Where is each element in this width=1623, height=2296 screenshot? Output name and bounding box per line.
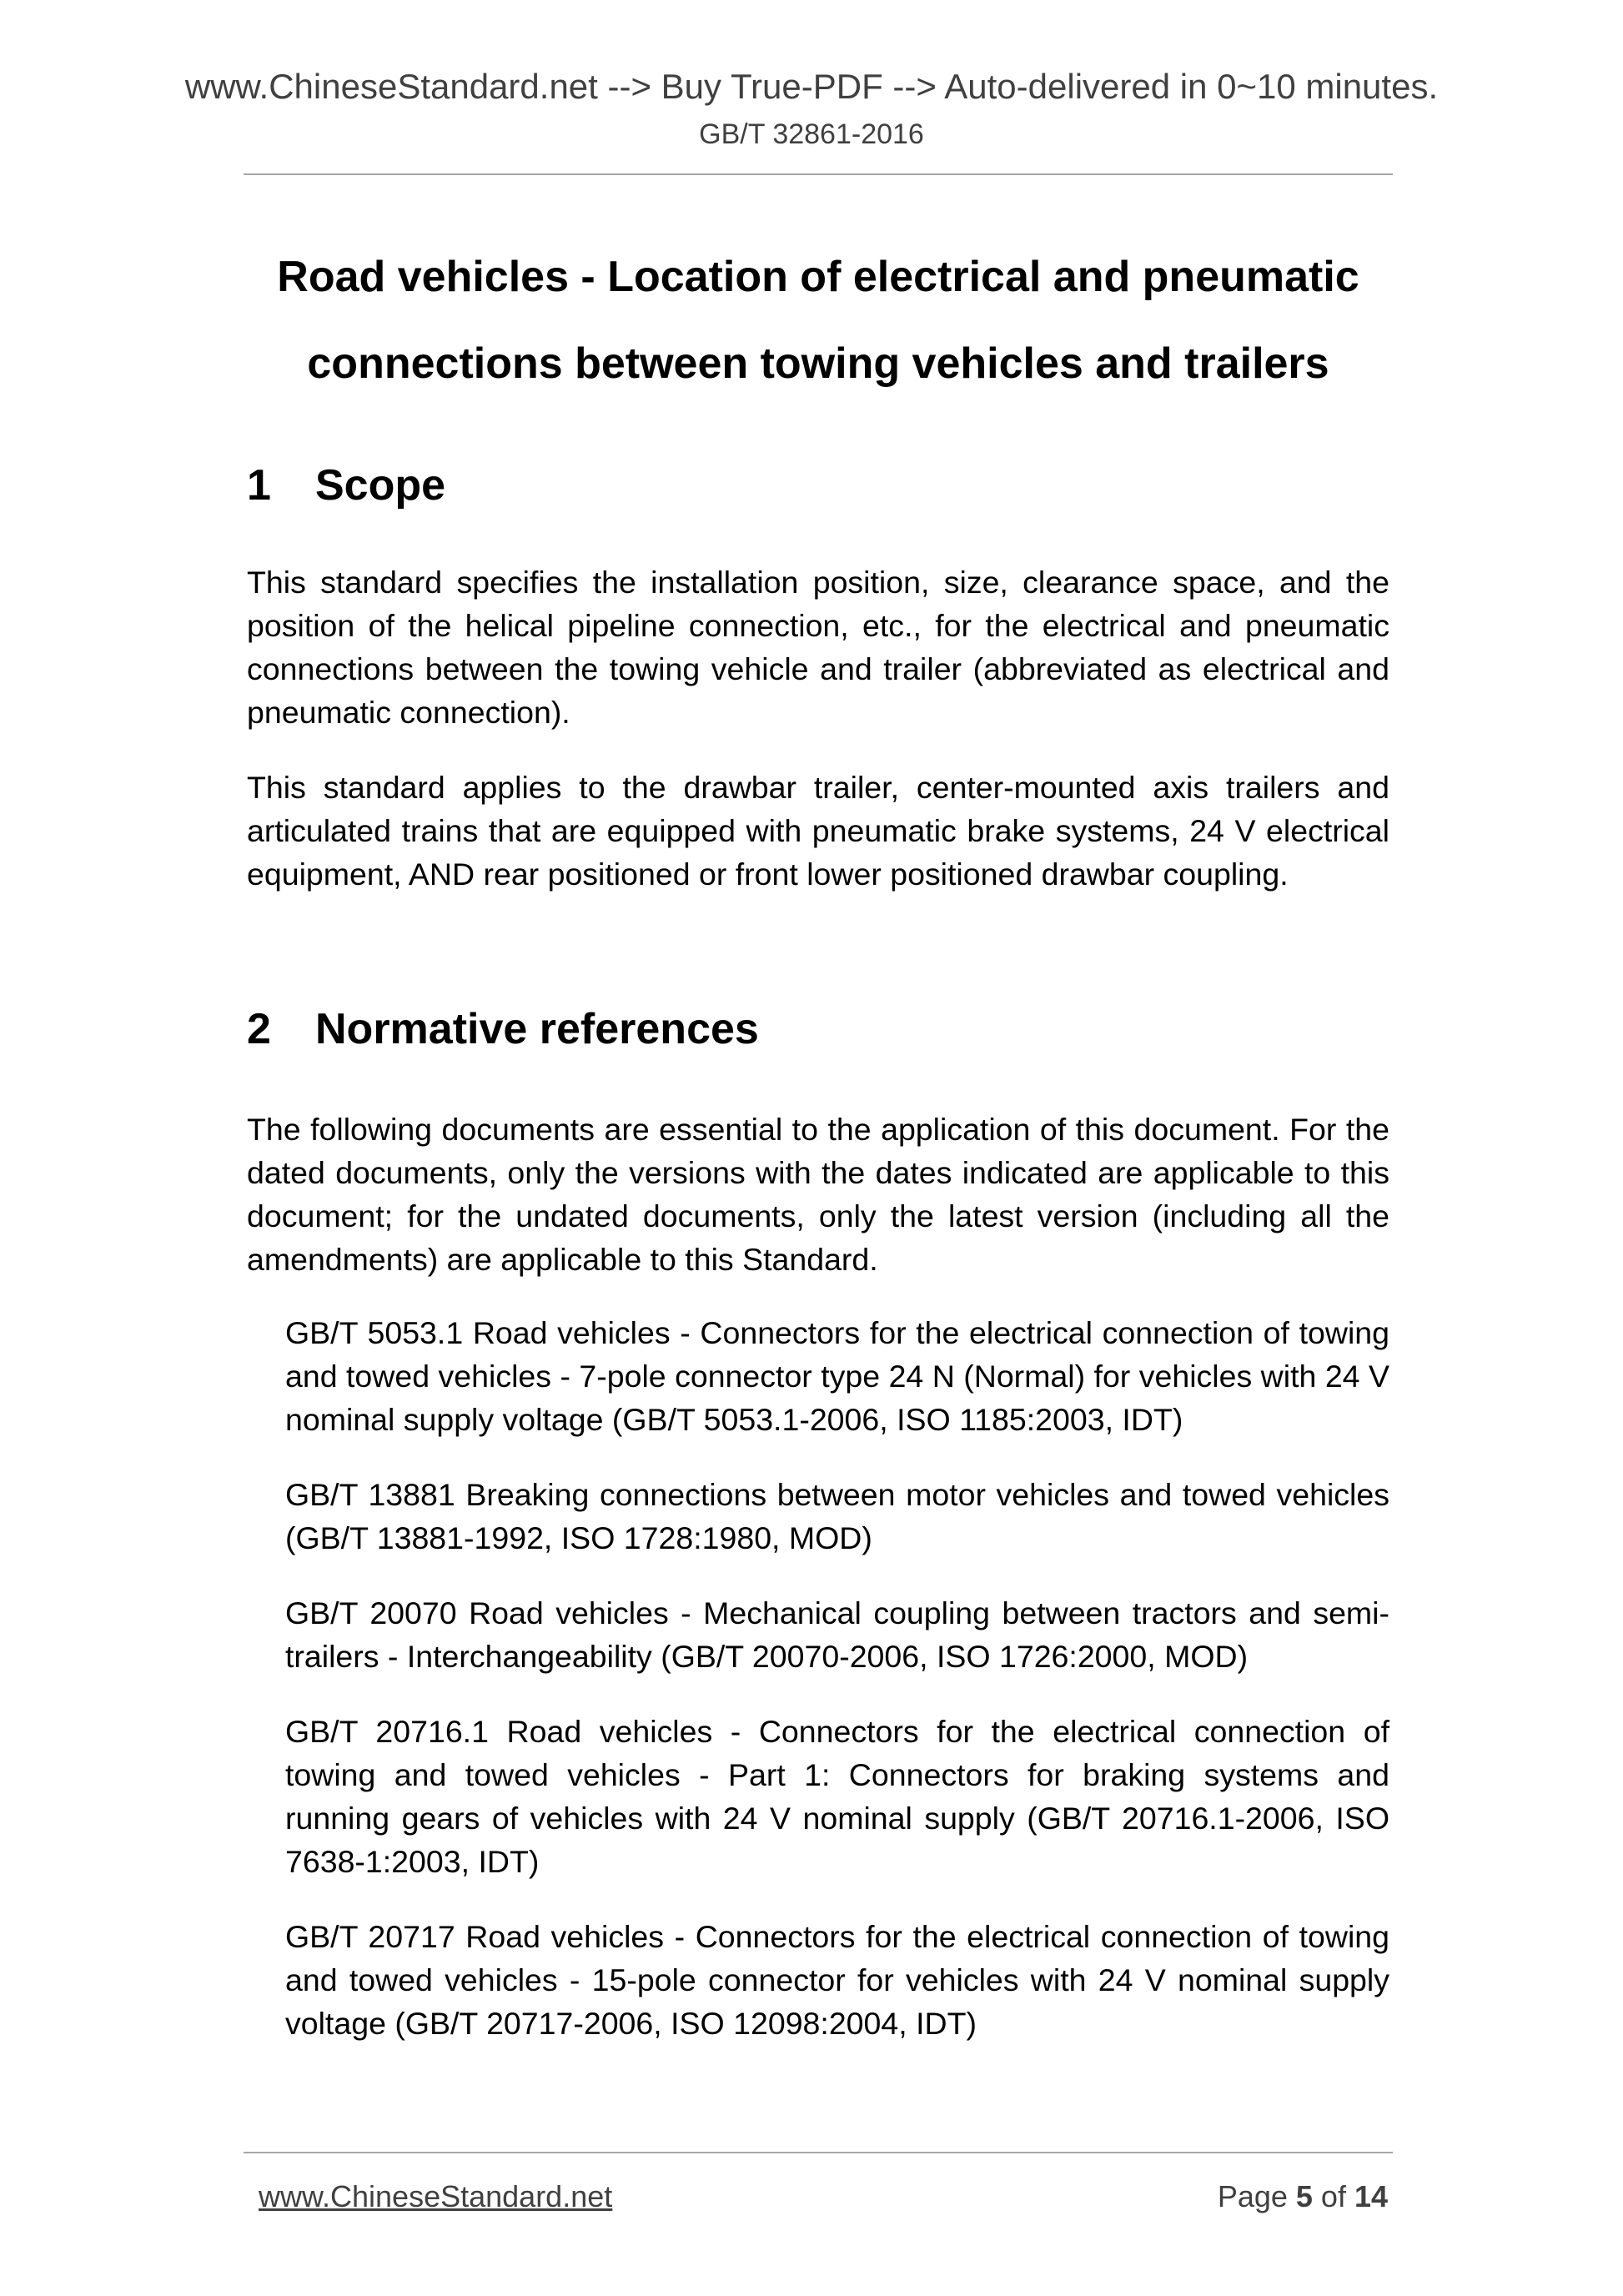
document-title (244, 234, 1393, 407)
section-number: 2 (247, 1005, 271, 1053)
section-title: Normative references (315, 1005, 759, 1053)
header-divider (244, 173, 1393, 175)
title-line-1: Road vehicles - Location of electrical and pneumatic (277, 253, 1359, 301)
section-title: Scope (315, 461, 446, 510)
reference-item: GB/T 20717 Road vehicles - Connectors for the electrical connection of towing and towed vehicles - 15-pole connector for vehicles with 24 V nominal supply voltage (GB/T 20717-2006, ISO 12098:2004, IDT) (285, 1919, 1389, 2041)
section-heading-normative-references (247, 1002, 759, 1056)
section-heading-scope (247, 459, 445, 512)
page-prefix: Page (1217, 2179, 1296, 2213)
reference-item: GB/T 20716.1 Road vehicles - Connectors for the electrical connection of towing and towed vehicles - Part 1: Connectors for braking systems and running gears of vehicles with 24 V nominal supply (GB/T 20716.1-2006, ISO 7638-1:2003, IDT) (285, 1714, 1389, 1879)
section-number: 1 (247, 461, 271, 510)
footer-divider (244, 2152, 1393, 2153)
reference-item: GB/T 20070 Road vehicles - Mechanical coupling between tractors and semi-trailers - Interchangeability (GB/T 20070-2006, ISO 1726:2000, MOD) (285, 1595, 1389, 1674)
reference-item: GB/T 13881 Breaking connections between motor vehicles and towed vehicles (GB/T 13881-1992, ISO 1728:1980, MOD) (285, 1477, 1389, 1555)
standard-code: GB/T 32861-2016 (699, 118, 924, 150)
paragraph: This standard applies to the drawbar trailer, center-mounted axis trailers and articulated trains that are equipped with pneumatic brake systems, 24 V electrical equipment, AND rear positioned or front lower positioned drawbar coupling. (247, 770, 1389, 892)
paragraph: This standard specifies the installation position, size, clearance space, and the position of the helical pipeline connection, etc., for the electrical and pneumatic connections between the towing vehicle and trailer (abbreviated as electrical and pneumatic connection). (247, 565, 1389, 730)
paragraph: The following documents are essential to the application of this document. For the dated documents, only the versions with the dates indicated are applicable to this document; for the undated documents, only the latest version (including all the amendments) are applicable to this Standard. (247, 1112, 1389, 1277)
header-banner: www.ChineseStandard.net --> Buy True-PDF --> Auto-delivered in 0~10 minutes. (184, 67, 1439, 106)
page-separator: of (1312, 2179, 1354, 2213)
page-total: 14 (1354, 2179, 1388, 2213)
page-current: 5 (1295, 2179, 1313, 2213)
reference-item: GB/T 5053.1 Road vehicles - Connectors for the electrical connection of towing and towed vehicles - 7-pole connector type 24 N (Normal) for vehicles with 24 V nominal supply voltage (GB/T 5053.1-2006, ISO 1185:2003, IDT) (285, 1315, 1389, 1437)
title-line-2: connections between towing vehicles and trailers (307, 339, 1329, 388)
page-indicator (1218, 2178, 1388, 2215)
footer-link[interactable]: www.ChineseStandard.net (259, 2179, 613, 2213)
